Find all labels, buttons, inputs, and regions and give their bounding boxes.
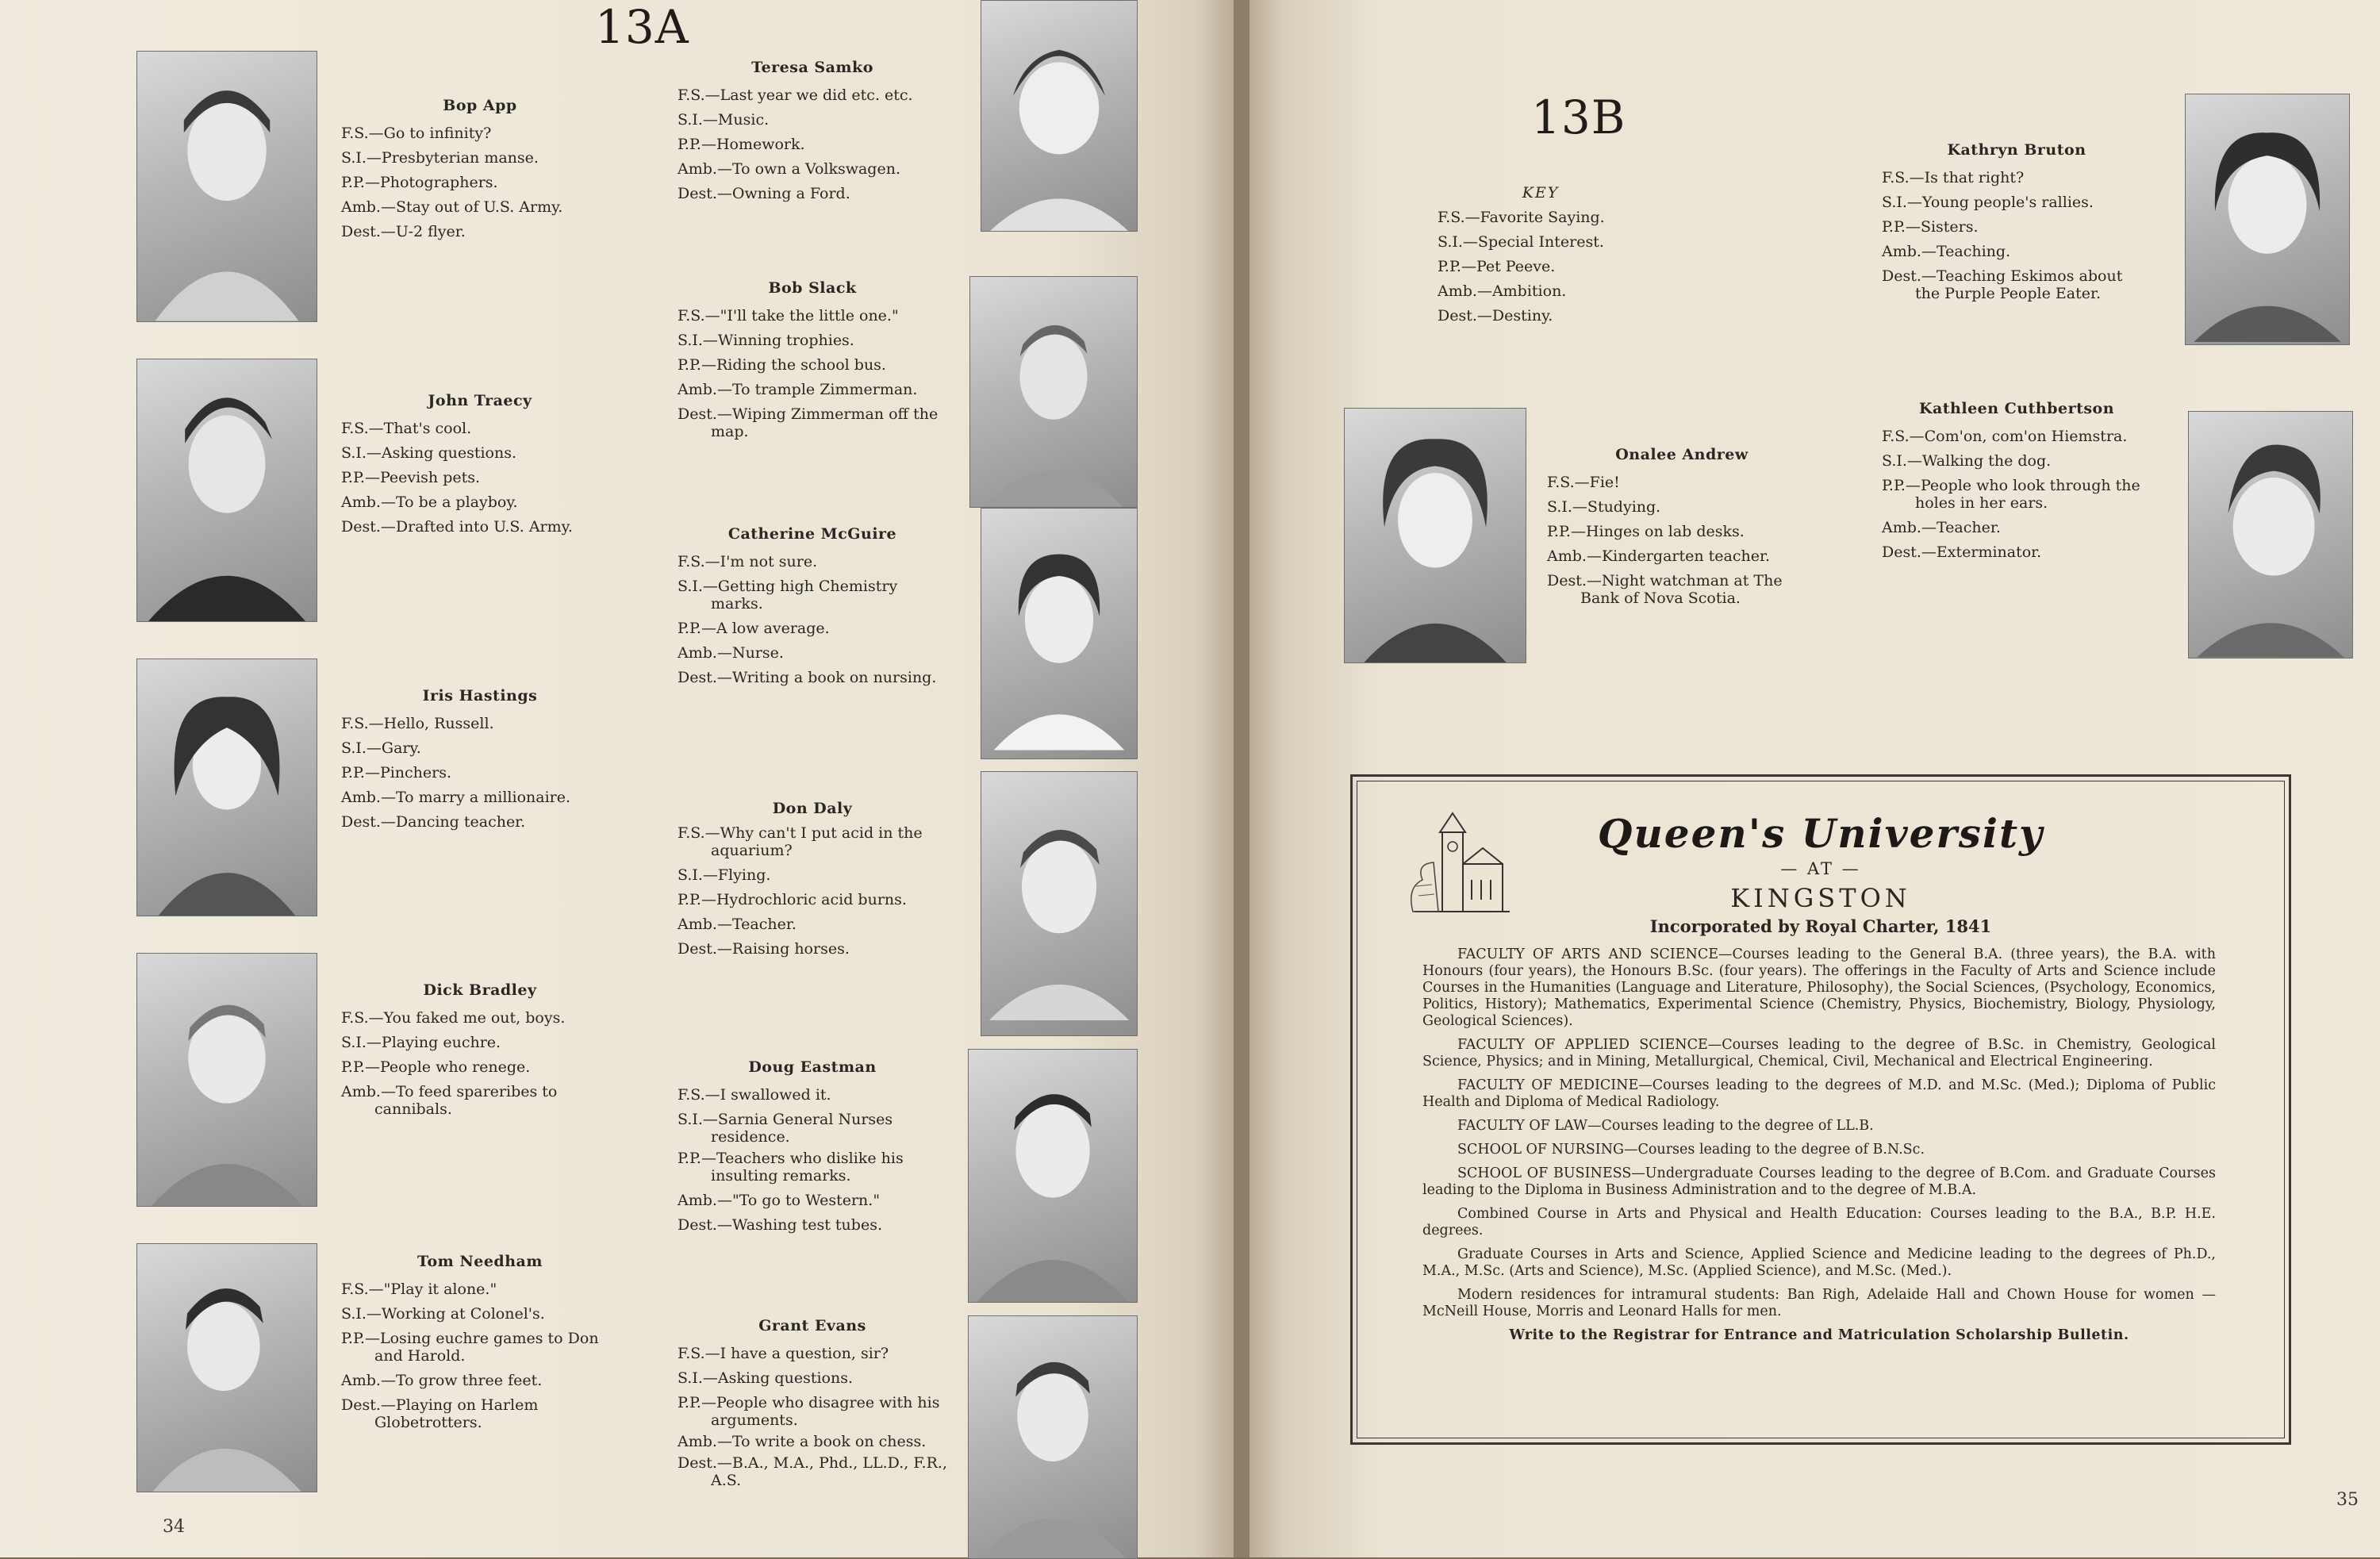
ad-incorporation: Incorporated by Royal Charter, 1841 (1649, 916, 1992, 936)
student-entry (678, 797, 947, 962)
pet-peeve: P.P.—Sisters. (1882, 218, 1979, 236)
special-interest: S.I.—Asking questions. (678, 1369, 853, 1387)
ad-paragraph: FACULTY OF LAW—Courses leading to the degree of LL.B. (1457, 1118, 1874, 1134)
student-name: Iris Hastings (422, 687, 538, 705)
student-entry (1882, 397, 2152, 565)
special-interest: S.I.—Young people's rallies. (1882, 194, 2094, 211)
ad-paragraph: Combined Course in Arts and Physical and Health Education: Courses leading to the B.A., B.P. H.E. degrees. (1422, 1206, 2216, 1238)
student-entry (678, 56, 947, 206)
book-gutter (1234, 0, 1250, 1557)
favorite-saying: F.S.—Is that right? (1882, 169, 2025, 186)
ad-paragraph: Graduate Courses in Arts and Science, Applied Science and Medicine leading to the degrees of Ph.D., M.A., M.Sc. (Arts and Science), M.Sc. (Applied Science), and M.Sc. (Med.). (1422, 1246, 2216, 1279)
student-entry (1547, 443, 1817, 611)
favorite-saying: F.S.—Go to infinity? (341, 125, 492, 142)
special-interest: S.I.—Gary. (341, 739, 421, 757)
pet-peeve: P.P.—A low average. (678, 620, 830, 637)
student-entry (678, 1314, 947, 1493)
favorite-saying: F.S.—"Play it alone." (341, 1281, 497, 1298)
ambition: Amb.—Teacher. (678, 916, 797, 933)
ambition: Amb.—To be a playboy. (341, 493, 518, 511)
pet-peeve: P.P.—Hinges on lab desks. (1547, 523, 1745, 540)
favorite-saying: F.S.—You faked me out, boys. (341, 1009, 566, 1027)
key-si: S.I.—Special Interest. (1438, 233, 1604, 251)
favorite-saying: F.S.—Why can't I put acid in the aquarium? (678, 824, 923, 859)
queens-university-advertisement (1350, 774, 2291, 1445)
special-interest: S.I.—Studying. (1547, 498, 1661, 516)
special-interest: S.I.—Sarnia General Nurses residence. (678, 1111, 893, 1146)
student-name: Bob Slack (768, 279, 857, 297)
student-entry (341, 684, 619, 835)
destiny: Dest.—Teaching Eskimos about the Purple People Eater. (1882, 267, 2123, 302)
favorite-saying: F.S.—Fie! (1547, 474, 1620, 491)
special-interest: S.I.—Getting high Chemistry marks. (678, 578, 898, 612)
ad-closing-line: Write to the Registrar for Entrance and Matriculation Scholarship Bulletin. (1509, 1327, 2129, 1343)
ad-body (1422, 947, 2216, 1351)
destiny: Dest.—Washing test tubes. (678, 1216, 882, 1234)
key-title: KEY (1522, 184, 1560, 202)
special-interest: S.I.—Music. (678, 111, 770, 129)
student-entry (341, 94, 619, 244)
student-entry (678, 276, 947, 444)
student-photo (136, 659, 317, 916)
student-photo (969, 276, 1138, 508)
special-interest: S.I.—Winning trophies. (678, 332, 854, 349)
student-photo (981, 0, 1138, 232)
ad-at-line: — AT — (1780, 859, 1861, 878)
student-photo (136, 1243, 317, 1492)
student-name: Catherine McGuire (727, 525, 897, 543)
student-name: John Traecy (428, 392, 532, 409)
ambition: Amb.—Kindergarten teacher. (1547, 547, 1771, 565)
favorite-saying: F.S.—"I'll take the little one." (678, 307, 899, 324)
pet-peeve: P.P.—People who disagree with his arguments. (678, 1394, 940, 1429)
ad-paragraph: FACULTY OF APPLIED SCIENCE—Courses leading to the degree of B.Sc. in Chemistry, Geological Science, Physics; and in Mining, Metallurgical, Chemical, Civil, Mechanical and Electrical Engineering. (1422, 1037, 2216, 1069)
pet-peeve: P.P.—Teachers who dislike his insulting remarks. (678, 1150, 904, 1185)
favorite-saying: F.S.—Hello, Russell. (341, 715, 494, 732)
student-entry (341, 978, 619, 1122)
student-name: Grant Evans (758, 1317, 866, 1334)
ambition: Amb.—"To go to Western." (678, 1192, 881, 1209)
student-photo (2188, 411, 2353, 659)
pet-peeve: P.P.—Peevish pets. (341, 469, 481, 486)
special-interest: S.I.—Working at Colonel's. (341, 1305, 545, 1323)
destiny: Dest.—B.A., M.A., Phd., LL.D., F.R., A.S. (678, 1454, 947, 1489)
student-entry (1882, 138, 2152, 306)
legend-key (1438, 181, 1644, 328)
special-interest: S.I.—Flying. (678, 866, 771, 884)
pet-peeve: P.P.—Hydrochloric acid burns. (678, 891, 907, 908)
key-dest: Dest.—Destiny. (1438, 307, 1553, 324)
student-entry (341, 1250, 619, 1435)
destiny: Dest.—U-2 flyer. (341, 223, 466, 240)
destiny: Dest.—Playing on Harlem Globetrotters. (341, 1396, 539, 1431)
ambition: Amb.—To write a book on chess. (678, 1433, 927, 1450)
destiny: Dest.—Owning a Ford. (678, 185, 850, 202)
student-photo (981, 508, 1138, 759)
student-entry (678, 1055, 947, 1238)
pet-peeve: P.P.—Homework. (678, 136, 805, 153)
ad-paragraph: SCHOOL OF NURSING—Courses leading to the degree of B.N.Sc. (1457, 1142, 1925, 1158)
student-name: Dick Bradley (423, 981, 537, 999)
student-photo (136, 953, 317, 1207)
ambition: Amb.—To grow three feet. (341, 1372, 543, 1389)
student-photo (1344, 408, 1526, 663)
favorite-saying: F.S.—I'm not sure. (678, 553, 818, 570)
ambition: Amb.—Teacher. (1882, 519, 2001, 536)
key-fs: F.S.—Favorite Saying. (1438, 209, 1605, 226)
student-name: Tom Needham (417, 1253, 543, 1270)
page-number-left: 34 (163, 1517, 185, 1537)
destiny: Dest.—Dancing teacher. (341, 813, 526, 831)
favorite-saying: F.S.—I have a question, sir? (678, 1345, 889, 1362)
student-name: Kathryn Bruton (1947, 141, 2086, 159)
key-amb: Amb.—Ambition. (1438, 282, 1567, 300)
student-photo (968, 1049, 1138, 1303)
ambition: Amb.—Stay out of U.S. Army. (341, 198, 563, 216)
student-name: Kathleen Cuthbertson (1918, 400, 2115, 417)
student-photo (981, 771, 1138, 1036)
ambition: Amb.—Teaching. (1882, 243, 2011, 260)
student-name: Onalee Andrew (1615, 446, 1749, 463)
special-interest: S.I.—Playing euchre. (341, 1034, 501, 1051)
student-photo (968, 1315, 1138, 1559)
ambition: Amb.—To trample Zimmerman. (678, 381, 918, 398)
student-name: Don Daly (772, 800, 853, 817)
ad-paragraph: Modern residences for intramural students: Ban Righ, Adelaide Hall and Chown House for women —McNeill House, Morris and Leonard Halls for men. (1422, 1287, 2216, 1319)
favorite-saying: F.S.—I swallowed it. (678, 1086, 831, 1104)
pet-peeve: P.P.—Losing euchre games to Don and Harold. (341, 1330, 599, 1365)
ad-paragraph: FACULTY OF MEDICINE—Courses leading to the degrees of M.D. and M.Sc. (Med.); Diploma of Public Health and Diploma of Medical Radiology. (1422, 1077, 2216, 1110)
special-interest: S.I.—Asking questions. (341, 444, 516, 462)
ad-paragraph: FACULTY OF ARTS AND SCIENCE—Courses leading to the General B.A. (three years), the B.A. with Honours (four years), the Honours B.Sc. (four years). The offerings in the Faculty of Arts and Science include Courses in the Humanities (Language and Literature, Philosophy), the Social Sciences, (Psychology, Economics, Politics, History); Mathematics, Experimental Science (Chemistry, Physics, Biochemistry, Biology, Physiology, Geological Sciences). (1422, 947, 2216, 1029)
class-heading-13a: 13A (595, 0, 689, 54)
destiny: Dest.—Drafted into U.S. Army. (341, 518, 573, 536)
student-name: Doug Eastman (748, 1058, 877, 1076)
ambition: Amb.—Nurse. (678, 644, 784, 662)
class-heading-13b: 13B (1531, 90, 1626, 144)
special-interest: S.I.—Presbyterian manse. (341, 149, 539, 167)
student-name: Teresa Samko (751, 59, 873, 76)
ambition: Amb.—To marry a millionaire. (341, 789, 571, 806)
student-entry (678, 522, 947, 690)
favorite-saying: F.S.—That's cool. (341, 420, 472, 437)
ad-city: KINGSTON (1730, 883, 1911, 913)
student-photo (136, 51, 317, 322)
key-pp: P.P.—Pet Peeve. (1438, 258, 1556, 275)
student-name: Bop App (443, 97, 517, 114)
university-name: Queen's University (1597, 810, 2044, 857)
favorite-saying: F.S.—Last year we did etc. etc. (678, 86, 913, 104)
student-entry (341, 389, 619, 540)
destiny: Dest.—Raising horses. (678, 940, 850, 958)
pet-peeve: P.P.—Photographers. (341, 174, 498, 191)
destiny: Dest.—Writing a book on nursing. (678, 669, 937, 686)
ad-paragraph: SCHOOL OF BUSINESS—Undergraduate Courses leading to the degree of B.Com. and Graduate Courses leading to the Diploma in Business Administration and to the degree of M.B.A. (1422, 1165, 2216, 1198)
student-photo (2185, 94, 2350, 345)
pet-peeve: P.P.—People who renege. (341, 1058, 531, 1076)
pet-peeve: P.P.—Riding the school bus. (678, 356, 886, 374)
destiny: Dest.—Exterminator. (1882, 543, 2042, 561)
ambition: Amb.—To feed spareribes to cannibals. (341, 1083, 558, 1118)
favorite-saying: F.S.—Com'on, com'on Hiemstra. (1882, 428, 2128, 445)
pet-peeve: P.P.—People who look through the holes in her ears. (1882, 477, 2140, 512)
ambition: Amb.—To own a Volkswagen. (678, 160, 900, 178)
special-interest: S.I.—Walking the dog. (1882, 452, 2052, 470)
pet-peeve: P.P.—Pinchers. (341, 764, 452, 781)
page-number-right: 35 (2336, 1490, 2359, 1510)
destiny: Dest.—Wiping Zimmerman off the map. (678, 405, 939, 440)
destiny: Dest.—Night watchman at The Bank of Nova Scotia. (1547, 572, 1783, 607)
student-photo (136, 359, 317, 622)
